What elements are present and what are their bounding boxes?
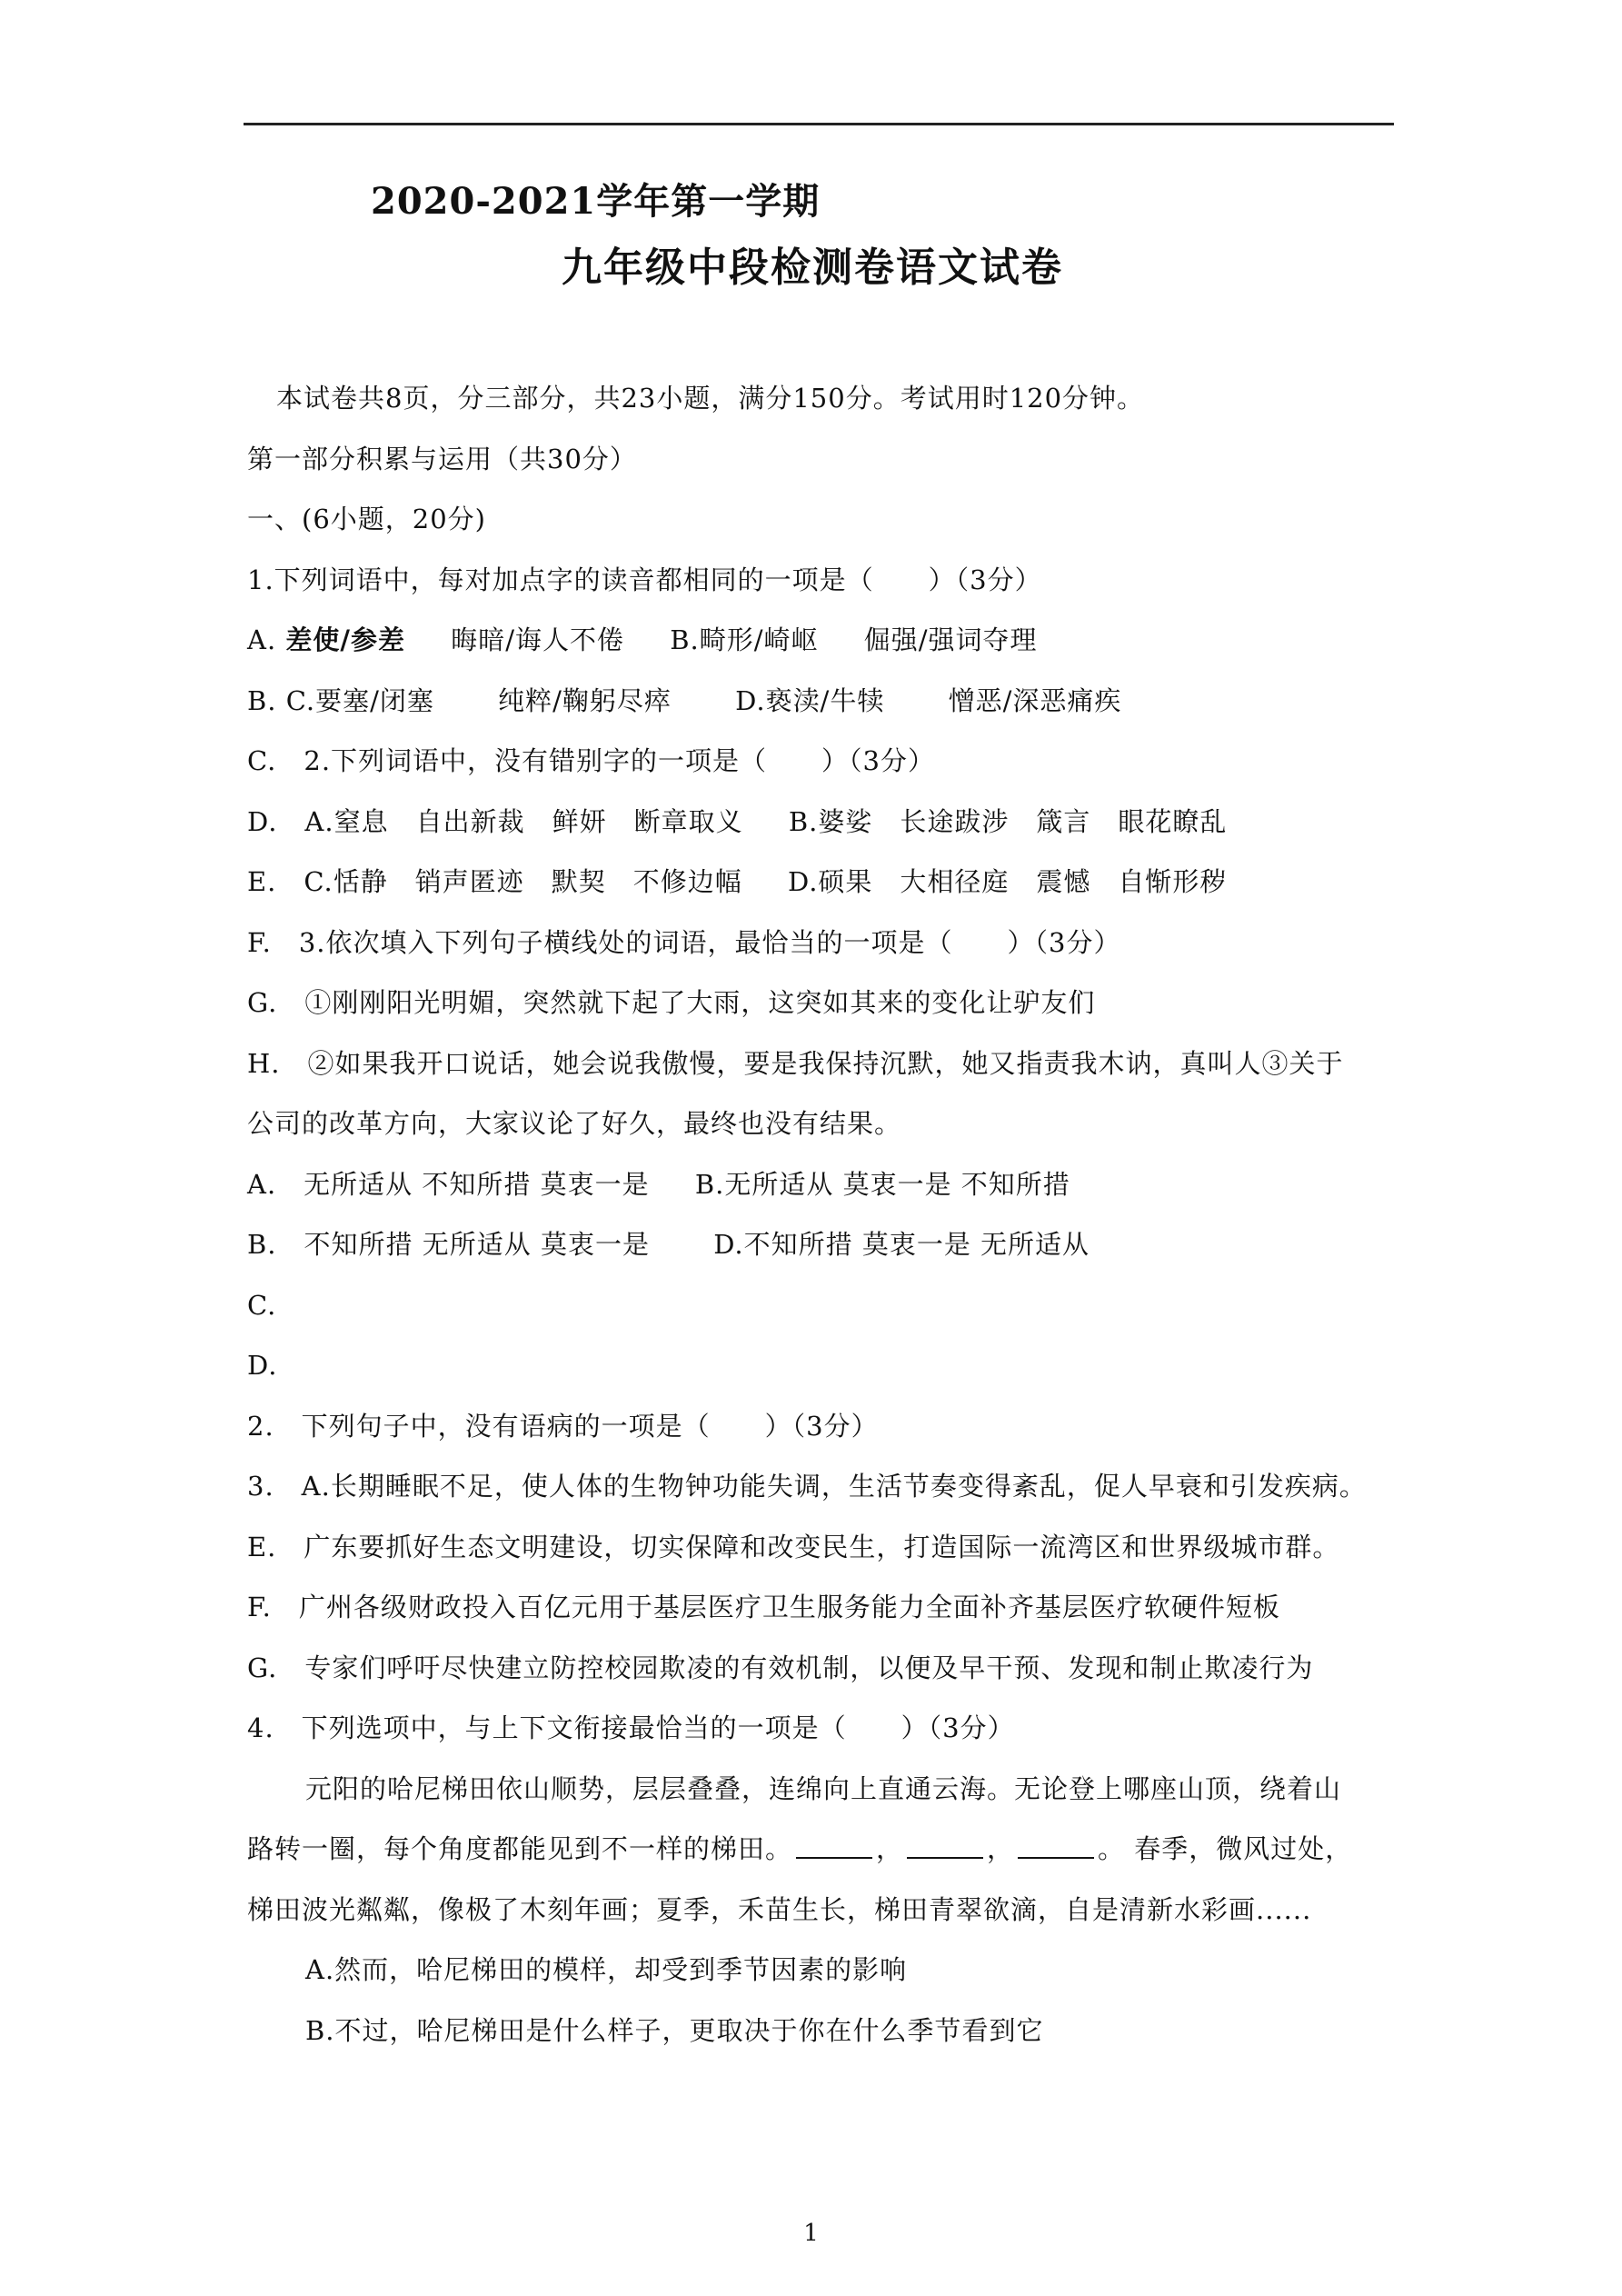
question-3-options-row1: [247, 1154, 1394, 1215]
option-b-word2: 倔强/强词夺理: [863, 624, 1038, 655]
question-3-sentence-3: 公司的改革方向，大家议论了好久，最终也没有结果。: [247, 1108, 902, 1139]
option-c-word1: C.要塞/闭塞: [285, 684, 434, 716]
option-c: B. 不知所措 无所适从 莫衷一是: [247, 1229, 650, 1260]
passage-line-2: 路转一圈，每个角度都能见到不一样的梯田。 ， ， 。 春季，微风过处，: [247, 1833, 1353, 1864]
question-4-option-g: G. 专家们呼吁尽快建立防控校园欺凌的有效机制，以便及早干预、发现和制止欺凌行为: [247, 1652, 1314, 1683]
empty-option-label: C.: [247, 1289, 277, 1321]
question-4-stem: 2. 下列句子中，没有语病的一项是（ ）（3分）: [247, 1410, 879, 1442]
option-a-word1: 差使/参差: [285, 624, 405, 655]
section-heading: 一、(6小题，20分): [247, 504, 486, 534]
question-3-sentence-2: H. ②如果我开口说话，她会说我傲慢，要是我保持沉默，她又指责我木讷，真叫人③关于: [247, 1047, 1344, 1079]
question-4-option-e: E. 广东要抓好生态文明建设，切实保障和改变民生，打造国际一流湾区和世界级城市群。: [247, 1531, 1340, 1562]
option-c-word2: 纯粹/鞠躬尽瘁: [498, 684, 672, 716]
option-b-word1: B.畸形/崎岖: [670, 624, 819, 655]
passage-text: 路转一圈，每个角度都能见到不一样的梯田。: [247, 1833, 793, 1864]
passage-line-3: 梯田波光粼粼，像极了木刻年画；夏季，禾苗生长，梯田青翠欲滴，自是清新水彩画......: [247, 1893, 1312, 1925]
option-prefix: A.: [247, 624, 277, 655]
exam-title: 九年级中段检测卷语文试卷: [562, 245, 1063, 291]
option-c: E. C.恬静 销声匿迹 默契 不修边幅: [247, 866, 742, 897]
option-prefix: B.: [247, 684, 277, 716]
option-a: A. 无所适从 不知所措 莫衷一是: [247, 1168, 650, 1200]
question-4-option-f: F. 广州各级财政投入百亿元用于基层医疗卫生服务能力全面补齐基层医疗软硬件短板: [247, 1592, 1280, 1622]
header-rule: [244, 123, 1394, 125]
intro-text: 本试卷共8页，分三部分，共23小题，满分150分。考试用时120分钟。: [276, 383, 1145, 414]
question-5-option-a: A.然而，哈尼梯田的模样，却受到季节因素的影响: [305, 1954, 908, 1985]
fill-blank: [796, 1857, 872, 1859]
question-5-option-b: B.不过，哈尼梯田是什么样子，更取决于你在什么季节看到它: [305, 2014, 1044, 2046]
question-3-options-row2: [247, 1214, 1394, 1275]
option-d-word2: 憎恶/深恶痛疾: [948, 684, 1122, 716]
option-b: B.婆娑 长途跋涉 箴言 眼花瞭乱: [788, 805, 1228, 837]
option-a: D. A.窒息 自出新裁 鲜妍 断章取义: [247, 805, 743, 837]
question-3-stem: F. 3.依次填入下列句子横线处的词语，最恰当的一项是（ ）（3分）: [247, 926, 1121, 958]
passage-line-1: 元阳的哈尼梯田依山顺势，层层叠叠，连绵向上直通云海。无论登上哪座山顶，绕着山: [305, 1772, 1342, 1804]
option-d: D.不知所措 莫衷一是 无所适从: [713, 1229, 1090, 1260]
question-2-options-row2: [247, 852, 1394, 913]
fill-blank: [1018, 1857, 1094, 1859]
option-d-word1: D.亵渎/牛犊: [735, 684, 885, 716]
option-a-word2: 晦暗/诲人不倦: [451, 624, 624, 655]
question-1-options-row1: [247, 610, 1394, 671]
question-2-stem: C. 2.下列词语中，没有错别字的一项是（ ）（3分）: [247, 745, 935, 776]
page-number: 1: [803, 2220, 819, 2247]
question-1-options-row2: [247, 671, 1394, 732]
question-5-stem: 4. 下列选项中，与上下文衔接最恰当的一项是（ ）（3分）: [247, 1712, 1015, 1743]
question-4-option-a: 3. A.长期睡眠不足，使人体的生物钟功能失调，生活节奏变得紊乱，促人早衰和引发疾病。: [247, 1471, 1367, 1502]
exam-term-title: 2020-2021学年第一学期: [371, 180, 821, 223]
passage-text: 。 春季，微风过处，: [1098, 1833, 1353, 1864]
question-3-sentence-1: G. ①刚刚阳光明媚，突然就下起了大雨，这突如其来的变化让驴友们: [247, 987, 1096, 1018]
exam-body: [247, 368, 1394, 2061]
part-heading: 第一部分积累与运用（共30分）: [247, 443, 637, 474]
question-1-stem: 1.下列词语中，每对加点字的读音都相同的一项是（ ）（3分）: [247, 564, 1042, 595]
fill-blank: [907, 1857, 983, 1859]
option-d: D.硕果 大相径庭 震憾 自惭形秽: [787, 866, 1228, 897]
empty-option-label: D.: [247, 1350, 278, 1381]
option-b: B.无所适从 莫衷一是 不知所措: [694, 1168, 1070, 1200]
question-2-options-row1: [247, 792, 1394, 853]
